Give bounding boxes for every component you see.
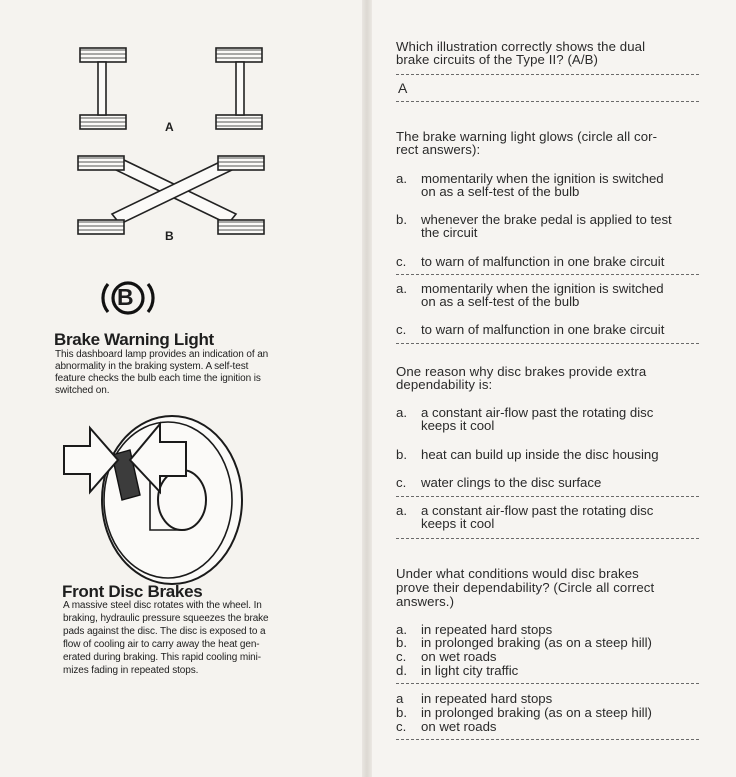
- tire-b-front-right: [218, 156, 264, 170]
- circuit-diagram-b: [78, 156, 264, 234]
- tire-a-front-right: [216, 48, 262, 62]
- answer-line: [396, 683, 699, 684]
- circuit-diagram-a: [80, 48, 262, 129]
- answer-line: [396, 496, 699, 497]
- answer-line: [396, 538, 699, 539]
- line-a-left: [98, 62, 106, 115]
- diagram-a-label: A: [165, 120, 174, 134]
- answer-line: [396, 343, 699, 344]
- brake-warning-heading: Brake Warning Light: [54, 330, 214, 349]
- disc-brakes-heading: Front Disc Brakes: [62, 582, 203, 601]
- answer-line: [396, 274, 699, 275]
- tire-a-front-left: [80, 48, 126, 62]
- answer-line: [396, 74, 699, 75]
- diagram-b-label: B: [165, 229, 174, 243]
- answer-line: [396, 101, 699, 102]
- tire-b-rear-left: [78, 220, 124, 234]
- disc-brake-illustration: [64, 416, 242, 584]
- answer-field-q1[interactable]: A: [398, 80, 408, 96]
- warning-symbol-letter: B: [117, 284, 134, 310]
- tire-b-front-left: [78, 156, 124, 170]
- tire-a-rear-left: [80, 115, 126, 129]
- line-a-right: [236, 62, 244, 115]
- tire-a-rear-right: [216, 115, 262, 129]
- answer-line: [396, 739, 699, 740]
- tire-b-rear-right: [218, 220, 264, 234]
